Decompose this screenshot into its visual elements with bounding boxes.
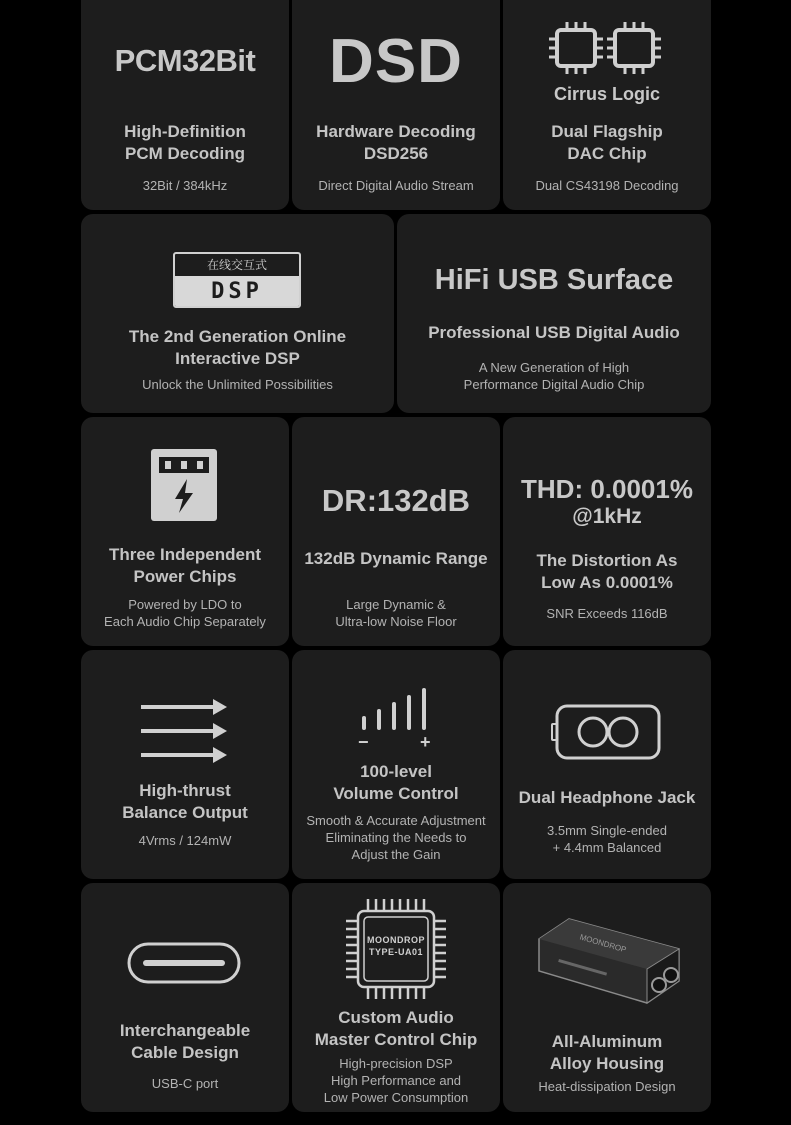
thd-title: The Distortion As Low As 0.0001% bbox=[536, 551, 678, 592]
cirrus-sub: Dual CS43198 Decoding bbox=[535, 178, 679, 193]
card-pcm bbox=[81, 0, 289, 210]
dsp-sub: Unlock the Unlimited Possibilities bbox=[142, 377, 333, 392]
card-cable bbox=[81, 883, 289, 1112]
volume-minus: − bbox=[358, 732, 369, 752]
card-power bbox=[81, 417, 289, 646]
usb-sub: A New Generation of High Performance Digital Audio Chip bbox=[463, 360, 645, 392]
usb-c-port-icon bbox=[127, 942, 241, 984]
card-usb bbox=[397, 214, 711, 413]
dsp-badge-top: 在线交互式 bbox=[206, 258, 267, 272]
thd-logo-freq: @1kHz bbox=[572, 505, 642, 528]
chip-label-1: MOONDROP bbox=[367, 935, 425, 945]
dsd-logo: DSD bbox=[329, 27, 463, 96]
usb-logo: HiFi USB Surface bbox=[434, 264, 674, 296]
card-volume bbox=[292, 650, 500, 879]
cable-title: Interchangeable Cable Design bbox=[119, 1021, 251, 1062]
dsp-badge-bottom: DSP bbox=[175, 276, 299, 308]
power-chip-icon bbox=[151, 449, 217, 521]
dsp-title: The 2nd Generation Online Interactive DSP bbox=[128, 327, 347, 368]
dsd-title: Hardware Decoding DSD256 bbox=[316, 122, 476, 163]
card-master-chip bbox=[292, 883, 500, 1112]
dr-sub: Large Dynamic & Ultra-low Noise Floor bbox=[335, 597, 457, 629]
pcm-title: High-Definition PCM Decoding bbox=[124, 122, 246, 163]
usb-title: Professional USB Digital Audio bbox=[428, 323, 680, 342]
cable-sub: USB-C port bbox=[151, 1076, 219, 1091]
balance-title: High-thrust Balance Output bbox=[122, 781, 248, 822]
cirrus-title: Dual Flagship DAC Chip bbox=[551, 122, 663, 163]
card-dsp bbox=[81, 214, 394, 413]
card-balance bbox=[81, 650, 289, 879]
jack-title: Dual Headphone Jack bbox=[518, 788, 696, 807]
cirrus-logo: Cirrus Logic bbox=[553, 84, 660, 104]
dsd-sub: Direct Digital Audio Stream bbox=[318, 178, 474, 193]
arrows-icon bbox=[141, 698, 229, 764]
chip-label-2: TYPE-UA01 bbox=[368, 947, 423, 957]
card-cirrus bbox=[503, 0, 711, 210]
pcm-sub: 32Bit / 384kHz bbox=[142, 178, 228, 193]
thd-logo: THD: 0.0001% bbox=[521, 474, 693, 504]
housing-sub: Heat-dissipation Design bbox=[538, 1079, 676, 1094]
balance-sub: 4Vrms / 124mW bbox=[138, 833, 232, 848]
master-chip-title: Custom Audio Master Control Chip bbox=[314, 1008, 478, 1049]
pcm-logo: PCM32Bit bbox=[114, 43, 256, 78]
dr-title: 132dB Dynamic Range bbox=[304, 549, 488, 568]
device-housing-image bbox=[529, 909, 689, 1009]
dr-logo: DR:132dB bbox=[321, 483, 471, 518]
volume-bars-icon bbox=[360, 688, 432, 732]
housing-title: All-Aluminum Alloy Housing bbox=[549, 1032, 665, 1073]
card-housing bbox=[503, 883, 711, 1112]
device-label: MOONDROP bbox=[578, 932, 628, 955]
thd-sub: SNR Exceeds 116dB bbox=[546, 606, 668, 621]
jack-sub: 3.5mm Single-ended + 4.4mm Balanced bbox=[547, 823, 667, 855]
card-dsd bbox=[292, 0, 500, 210]
master-chip-sub: High-precision DSP High Performance and Low Power Consumption bbox=[323, 1056, 469, 1105]
volume-plus: + bbox=[420, 732, 431, 752]
card-jack bbox=[503, 650, 711, 879]
card-thd bbox=[503, 417, 711, 646]
volume-sub: Smooth & Accurate Adjustment Eliminating the Needs to Adjust the Gain bbox=[306, 813, 486, 862]
volume-title: 100-level Volume Control bbox=[333, 762, 459, 803]
headphone-jack-icon bbox=[551, 704, 663, 760]
card-dr bbox=[292, 417, 500, 646]
power-title: Three Independent Power Chips bbox=[108, 545, 262, 586]
chip-pair-icon bbox=[547, 20, 667, 76]
power-sub: Powered by LDO to Each Audio Chip Separately bbox=[104, 597, 266, 629]
dsp-badge bbox=[173, 252, 301, 308]
